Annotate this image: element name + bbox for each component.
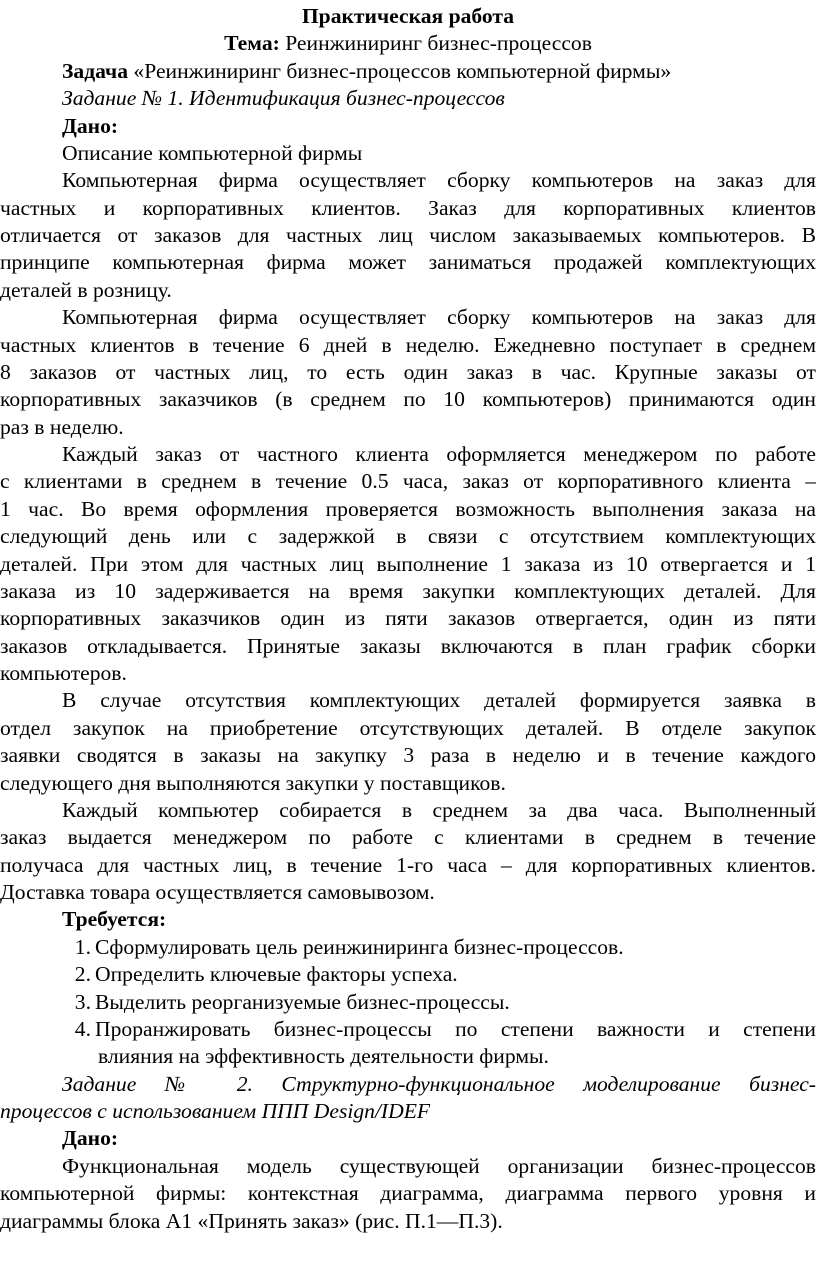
- list-item: [58, 933, 816, 962]
- paragraph-4-line: заявки сводятся в заказы на закупку 3 раза в неделю и в течение каждого: [0, 743, 816, 767]
- paragraph-2-line: частных клиентов в течение 6 дней в неделю. Ежедневно поступает в среднем: [0, 333, 816, 357]
- paragraph-3-line: заказов откладывается. Принятые заказы включаются в план график сборки: [0, 634, 816, 658]
- given-heading-1: Дано:: [62, 114, 119, 138]
- paragraph-1-line: деталей в розницу.: [0, 278, 172, 302]
- paragraph-5-line: Доставка товара осуществляется самовывозом.: [0, 880, 435, 904]
- list-item-number: 1.: [74, 935, 91, 959]
- paragraph-5-line: Каждый компьютер собирается в среднем за два часа. Выполненный: [62, 798, 816, 822]
- paragraph-3-line: деталей. При этом для частных лиц выполнение 1 заказа из 10 отвергается и 1: [0, 552, 816, 576]
- paragraph-2-line: раз в неделю.: [0, 415, 124, 439]
- assignment-2-heading-line: Задание № 2. Структурно-функциональное моделирование бизнес-: [62, 1072, 816, 1096]
- paragraph-6-line: Функциональная модель существующей организации бизнес-процессов: [62, 1154, 816, 1178]
- list-item: [58, 1015, 816, 1044]
- assignment-1-heading: Задание № 1. Идентификация бизнес-процессов: [62, 86, 505, 110]
- paragraph-3-line: компьютеров.: [0, 661, 127, 685]
- paragraph-4-line: отдел закупок на приобретение отсутствующих деталей. В отделе закупок: [0, 716, 816, 740]
- assignment-2-heading-line: процессов с использованием ППП Design/IDEF: [0, 1099, 431, 1123]
- list-item-number: 3.: [74, 990, 91, 1014]
- paragraph-3-line: корпоративных заказчиков один из пяти заказов отвергается, один из пяти: [0, 606, 816, 630]
- list-item-text: Выделить реорганизуемые бизнес-процессы.: [95, 990, 510, 1014]
- list-item-number: 4.: [74, 1017, 91, 1041]
- paragraph-2-line: 8 заказов от частных лиц, то есть один заказ в час. Крупные заказы от: [0, 360, 816, 384]
- description-heading: Описание компьютерной фирмы: [62, 141, 363, 165]
- doc-title: Практическая работа: [301, 4, 515, 28]
- task-line: [62, 57, 816, 86]
- paragraph-6-line: диаграммы блока А1 «Принять заказ» (рис. П.1—П.3).: [0, 1209, 503, 1233]
- task-text: «Реинжиниринг бизнес-процессов компьютерной фирмы»: [128, 59, 672, 83]
- list-item: [58, 988, 816, 1017]
- paragraph-6-line: компьютерной фирмы: контекстная диаграмма, диаграмма первого уровня и: [0, 1181, 816, 1205]
- paragraph-1-line: отличается от заказов для частных лиц числом заказываемых компьютеров. В: [0, 223, 816, 247]
- theme-text: Реинжиниринг бизнес-процессов: [279, 31, 592, 55]
- paragraph-4-line: следующего дня выполняются закупки у поставщиков.: [0, 771, 506, 795]
- list-item-number: 2.: [74, 962, 91, 986]
- list-item: [58, 960, 816, 989]
- paragraph-3-line: Каждый заказ от частного клиента оформляется менеджером по работе: [62, 442, 816, 466]
- paragraph-4-line: В случае отсутствия комплектующих деталей формируется заявка в: [62, 688, 816, 712]
- list-item-text: Сформулировать цель реинжиниринга бизнес-процессов.: [95, 935, 624, 959]
- paragraph-3-line: заказа из 10 задерживается на время закупки комплектующих деталей. Для: [0, 579, 816, 603]
- paragraph-1-line: принципе компьютерная фирма может заниматься продажей комплектующих: [0, 250, 816, 274]
- list-item-text: Проранжировать бизнес-процессы по степени важности и степени: [95, 1017, 816, 1041]
- theme-line: [0, 29, 816, 58]
- paragraph-3-line: с клиентами в среднем в течение 0.5 часа, заказ от корпоративного клиента –: [0, 469, 816, 493]
- paragraph-5-line: заказ выдается менеджером по работе с клиентами в среднем в течение: [0, 825, 816, 849]
- task-label: Задача: [62, 59, 129, 83]
- paragraph-3-line: следующий день или с задержкой в связи с отсутствием комплектующих: [0, 524, 816, 548]
- list-item-text: Определить ключевые факторы успеха.: [95, 962, 458, 986]
- paragraph-2-line: Компьютерная фирма осуществляет сборку компьютеров на заказ для: [62, 305, 816, 329]
- paragraph-1-line: частных и корпоративных клиентов. Заказ для корпоративных клиентов: [0, 196, 816, 220]
- theme-label: Тема:: [224, 31, 280, 55]
- list-item-continuation: влияния на эффективность деятельности фирмы.: [98, 1044, 549, 1068]
- given-heading-2: Дано:: [62, 1126, 119, 1150]
- paragraph-2-line: корпоративных заказчиков (в среднем по 10 компьютеров) принимаются один: [0, 387, 816, 411]
- required-heading: Требуется:: [62, 907, 167, 931]
- paragraph-1-line: Компьютерная фирма осуществляет сборку компьютеров на заказ для: [62, 168, 816, 192]
- paragraph-3-line: 1 час. Во время оформления проверяется возможность выполнения заказа на: [0, 497, 816, 521]
- paragraph-5-line: получаса для частных лиц, в течение 1-го часа – для корпоративных клиентов.: [0, 853, 816, 877]
